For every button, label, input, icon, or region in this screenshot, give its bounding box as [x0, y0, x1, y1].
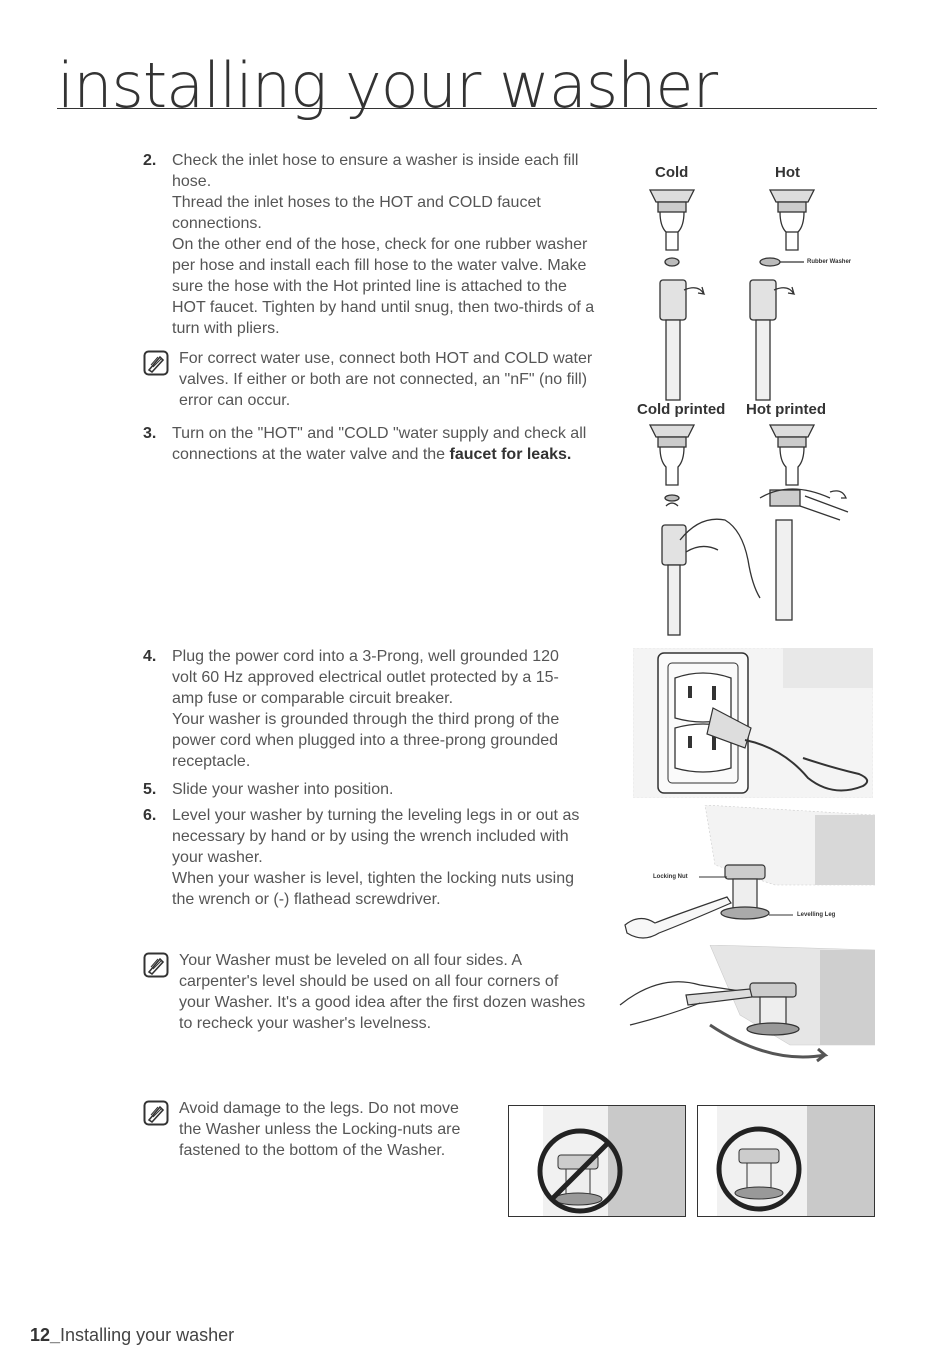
step-line: Turn on the "HOT" and "COLD "water supply and check all — [172, 425, 587, 442]
step-line: connections at the water valve and the — [172, 446, 446, 463]
title-divider — [57, 108, 877, 109]
step-line: per hose and install each fill hose to the water valve. Make — [172, 257, 587, 274]
label-locking-nut: Locking Nut — [653, 874, 688, 880]
faucet-hose-illustration — [630, 180, 880, 640]
step-line: necessary by hand or by using the wrench included with — [172, 828, 569, 845]
label-cold-printed: Cold printed — [637, 401, 726, 418]
note-line: your Washer. It's a good idea after the first dozen washes — [179, 994, 586, 1011]
step-line: power cord when plugged into a three-prong grounded — [172, 732, 559, 749]
step-line: receptacle. — [172, 753, 251, 770]
label-leveling-leg: Levelling Leg — [797, 912, 836, 918]
note-icon — [143, 952, 169, 978]
label-cold: Cold — [655, 164, 689, 181]
step-number: 6. — [143, 807, 157, 824]
note-line: fastened to the bottom of the Washer. — [179, 1142, 446, 1159]
step-line: hose. — [172, 173, 212, 190]
step-line: volt 60 Hz approved electrical outlet protected by a 15- — [172, 669, 559, 686]
label-rubber-washer: Rubber Washer — [807, 259, 852, 265]
step-2 — [143, 150, 623, 340]
label-hot: Hot — [775, 164, 800, 181]
note-line: carpenter's level should be used on all four corners of — [179, 973, 559, 990]
step-line: Thread the inlet hoses to the HOT and COLD faucet — [172, 194, 541, 211]
note-leveling — [143, 950, 633, 1038]
step-line: turn with pliers. — [172, 320, 280, 337]
outlet-illustration — [633, 648, 873, 798]
page-number: 12_ — [30, 1325, 61, 1345]
note-line: to recheck your washer's levelness. — [179, 1015, 432, 1032]
prohibited-leg-image-right — [697, 1105, 875, 1217]
step-line: sure the hose with the Hot printed line is attached to the — [172, 278, 567, 295]
note-legs — [143, 1098, 503, 1164]
step-line: Check the inlet hose to ensure a washer is inside each fill — [172, 152, 579, 169]
note-icon — [143, 350, 169, 376]
prohibited-leg-image-left — [508, 1105, 686, 1217]
note-line: valves. If either or both are not connected, an "nF" (no fill) — [179, 371, 588, 388]
step-line: your washer. — [172, 849, 263, 866]
step-line: Level your washer by turning the leveling legs in or out as — [172, 807, 580, 824]
step-line: the wrench or (-) flathead screwdriver. — [172, 891, 441, 908]
footer-section: Installing your washer — [60, 1325, 235, 1345]
step-emphasis: faucet for leaks. — [449, 446, 572, 463]
step-number: 5. — [143, 781, 157, 798]
note-line: the Washer unless the Locking-nuts are — [179, 1121, 461, 1138]
note-icon — [143, 1100, 169, 1126]
step-line: Slide your washer into position. — [172, 781, 394, 798]
step-6 — [143, 805, 613, 913]
page-footer — [30, 1325, 234, 1346]
step-line: When your washer is level, tighten the locking nuts using — [172, 870, 574, 887]
step-number: 4. — [143, 648, 157, 665]
step-line: Plug the power cord into a 3-Prong, well grounded 120 — [172, 648, 559, 665]
note-line: Your Washer must be leveled on all four sides. A — [179, 952, 522, 969]
step-line: amp fuse or comparable circuit breaker. — [172, 690, 454, 707]
step-line: HOT faucet. Tighten by hand until snug, then two-thirds of a — [172, 299, 595, 316]
step-line: Your washer is grounded through the third prong of the — [172, 711, 560, 728]
step-3 — [143, 423, 623, 467]
note-line: error can occur. — [179, 392, 291, 409]
step-5 — [143, 779, 613, 801]
step-4 — [143, 646, 613, 776]
note-line: For correct water use, connect both HOT and COLD water — [179, 350, 593, 367]
note-water-valves — [143, 348, 633, 414]
step-number: 3. — [143, 425, 157, 442]
screwdriver-leveling-illustration — [600, 945, 875, 1070]
step-line: connections. — [172, 215, 262, 232]
step-number: 2. — [143, 152, 157, 169]
note-line: Avoid damage to the legs. Do not move — [179, 1100, 459, 1117]
label-hot-printed: Hot printed — [746, 401, 826, 418]
page-title: installing your washer — [57, 49, 718, 122]
step-line: On the other end of the hose, check for one rubber washer — [172, 236, 588, 253]
